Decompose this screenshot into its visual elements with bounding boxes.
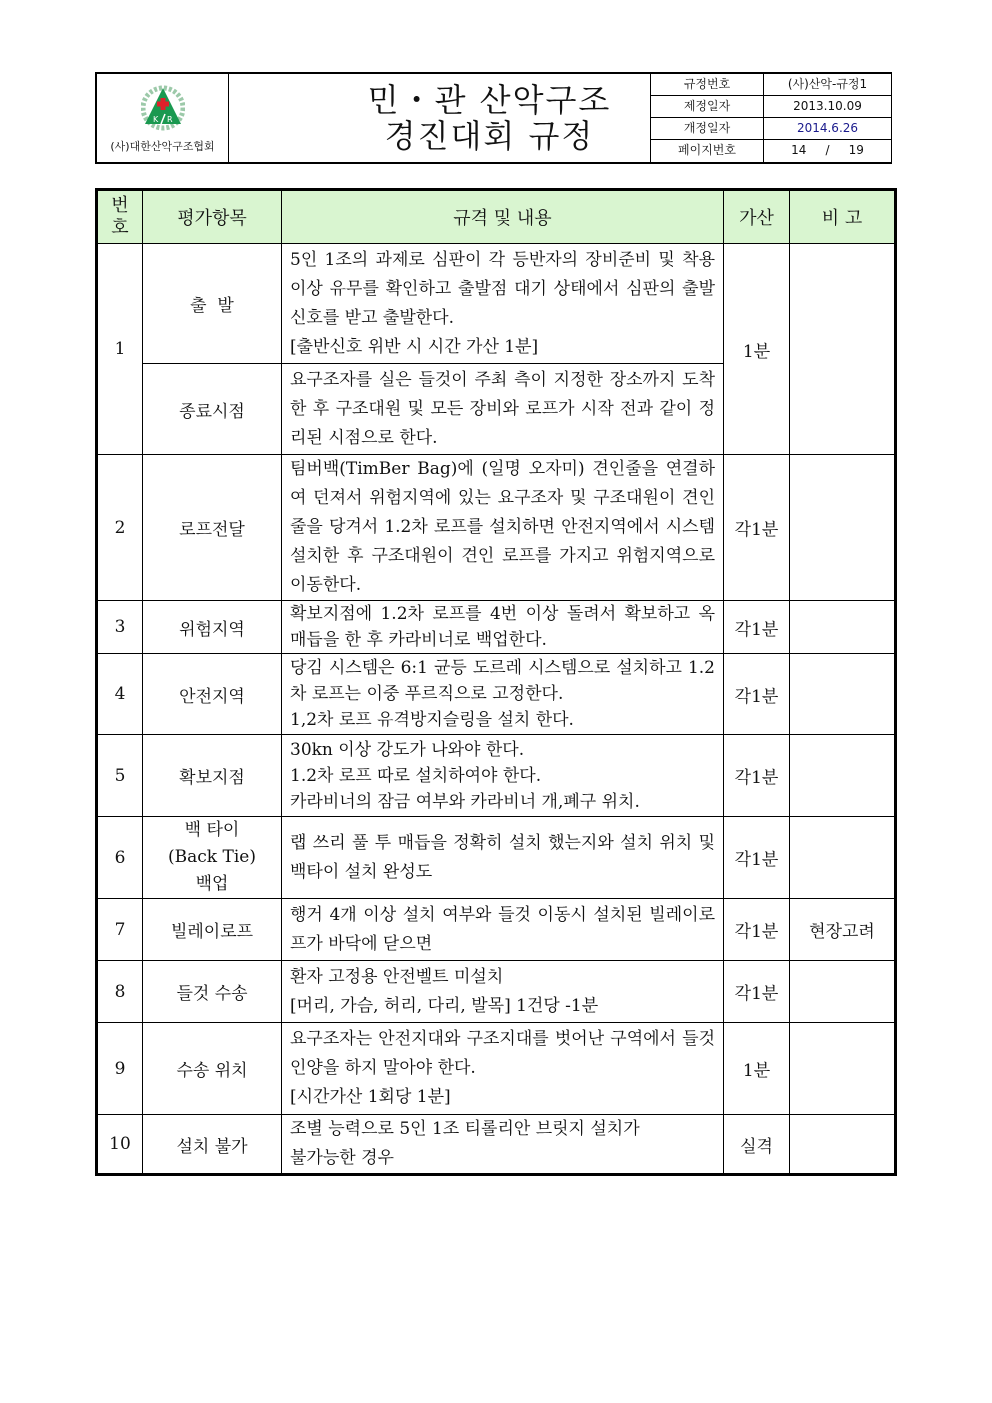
- row-bonus: 각1분: [724, 601, 790, 654]
- meta-label: 제정일자: [651, 96, 764, 117]
- row-number: 5: [97, 735, 143, 817]
- row-bonus: 각1분: [724, 817, 790, 899]
- row-note: [790, 1115, 896, 1175]
- row-bonus: 각1분: [724, 961, 790, 1023]
- logo-cell: [97, 74, 229, 162]
- row-note: [790, 601, 896, 654]
- svg-text:K: K: [153, 115, 159, 124]
- row-note: [790, 735, 896, 817]
- table-row: [97, 601, 896, 654]
- meta-value: (사)산악-규정1: [787, 77, 868, 91]
- row-note: [790, 961, 896, 1023]
- row-item: 설치 불가: [143, 1115, 282, 1175]
- col-header-item: 평가항목: [143, 190, 282, 244]
- col-header-number: 번호: [97, 190, 143, 244]
- row-number: 4: [97, 654, 143, 735]
- row-content: 요구조자는 안전지대와 구조지대를 벗어난 구역에서 들것 인양을 하지 말아야 한다. [시간가산 1회당 1분]: [282, 1023, 724, 1115]
- row-number: 7: [97, 899, 143, 961]
- title-line-1: 민・관 산악구조: [367, 81, 612, 119]
- table-row: [97, 654, 896, 735]
- table-row: [97, 455, 896, 601]
- row-item: 안전지역: [143, 654, 282, 735]
- meta-label: 페이지번호: [651, 140, 764, 162]
- meta-row: [651, 118, 891, 140]
- row-bonus: 각1분: [724, 735, 790, 817]
- row-number: 3: [97, 601, 143, 654]
- row-content: 조별 능력으로 5인 1조 티롤리안 브릿지 설치가 불가능한 경우: [282, 1115, 724, 1175]
- table-row: [97, 244, 896, 364]
- meta-label: 규정번호: [651, 74, 764, 95]
- org-name: (사)대한산악구조협회: [110, 140, 215, 153]
- row-item: 확보지점: [143, 735, 282, 817]
- row-number: 6: [97, 817, 143, 899]
- row-item: 들것 수송: [143, 961, 282, 1023]
- col-header-bonus: 가산: [724, 190, 790, 244]
- table-row: [97, 961, 896, 1023]
- row-bonus: 각1분: [724, 455, 790, 601]
- table-header-row: [97, 190, 896, 244]
- row-bonus: 각1분: [724, 654, 790, 735]
- row-note: 현장고려: [790, 899, 896, 961]
- row-note: [790, 654, 896, 735]
- row-content: 요구조자를 실은 들것이 주최 측이 지정한 장소까지 도착한 후 구조대원 및 모든 장비와 로프가 시작 전과 같이 정리된 시점으로 한다.: [282, 364, 724, 455]
- meta-value-revision-date: 2014.6.26: [796, 121, 859, 135]
- row-bonus: 실격: [724, 1115, 790, 1175]
- row-content: 30kn 이상 강도가 나와야 한다. 1.2차 로프 따로 설치하여야 한다. 카라비너의 잠금 여부와 카라비너 개,폐구 위치.: [282, 735, 724, 817]
- row-number: 9: [97, 1023, 143, 1115]
- table-row: [97, 1023, 896, 1115]
- row-item: 출 발: [143, 244, 282, 364]
- row-item: 종료시점: [143, 364, 282, 455]
- row-bonus: 1분: [724, 1023, 790, 1115]
- meta-row: [651, 140, 891, 162]
- row-content: 랩 쓰리 풀 투 매듭을 정확히 설치 했는지와 설치 위치 및 백타이 설치 완성도: [282, 817, 724, 899]
- row-item: 로프전달: [143, 455, 282, 601]
- row-note: [790, 817, 896, 899]
- row-item: 위험지역: [143, 601, 282, 654]
- row-content: 환자 고정용 안전벨트 미설치 [머리, 가슴, 허리, 다리, 발목] 1건당 -1분: [282, 961, 724, 1023]
- title-line-2: 경진대회 규정: [384, 117, 595, 155]
- row-item: 빌레이로프: [143, 899, 282, 961]
- row-note: [790, 1023, 896, 1115]
- row-number: 10: [97, 1115, 143, 1175]
- meta-value-page: 14 / 19: [791, 143, 864, 157]
- svg-text:R: R: [167, 115, 173, 124]
- row-number: 1: [97, 244, 143, 455]
- table-row: [97, 735, 896, 817]
- row-content: 당김 시스템은 6:1 균등 도르레 시스템으로 설치하고 1.2차 로프는 이중 푸르직으로 고정한다. 1,2차 로프 유격방지슬링을 설치 한다.: [282, 654, 724, 735]
- row-number: 8: [97, 961, 143, 1023]
- row-number: 2: [97, 455, 143, 601]
- row-content: 5인 1조의 과제로 심판이 각 등반자의 장비준비 및 착용 이상 유무를 확인하고 출발점 대기 상태에서 심판의 출발신호를 받고 출발한다. [출반신호 위반 시 시간 가산 1분]: [282, 244, 724, 364]
- rules-table: [95, 188, 897, 1176]
- row-content: 행거 4개 이상 설치 여부와 들것 이동시 설치된 빌레이로프가 바닥에 닫으면: [282, 899, 724, 961]
- meta-row: [651, 74, 891, 96]
- meta-value: 2013.10.09: [793, 99, 862, 113]
- table-row: [97, 899, 896, 961]
- row-content: 확보지점에 1.2차 로프를 4번 이상 돌려서 확보하고 옥 매듭을 한 후 카라비너로 백업한다.: [282, 601, 724, 654]
- meta-row: [651, 96, 891, 118]
- meta-label: 개정일자: [651, 118, 764, 139]
- row-item: 백 타이 (Back Tie)백업: [143, 817, 282, 899]
- row-note: [790, 455, 896, 601]
- row-content: 팀버백(TimBer Bag)에 (일명 오자미) 견인줄을 연결하여 던져서 위험지역에 있는 요구조자 및 구조대원이 견인줄을 당겨서 1.2차 로프를 설치하면 안전지역에서 시스템 설치한 후 구조대원이 견인 로프를 가지고 위험지역으로 이동한다.: [282, 455, 724, 601]
- table-row: [97, 1115, 896, 1175]
- row-item: 수송 위치: [143, 1023, 282, 1115]
- row-bonus: 각1분: [724, 899, 790, 961]
- col-header-note: 비 고: [790, 190, 896, 244]
- table-row: [97, 817, 896, 899]
- association-logo-icon: [141, 84, 185, 134]
- row-note: [790, 244, 896, 455]
- col-header-content: 규격 및 내용: [282, 190, 724, 244]
- meta-grid: [650, 74, 891, 162]
- row-bonus: 1분: [724, 244, 790, 455]
